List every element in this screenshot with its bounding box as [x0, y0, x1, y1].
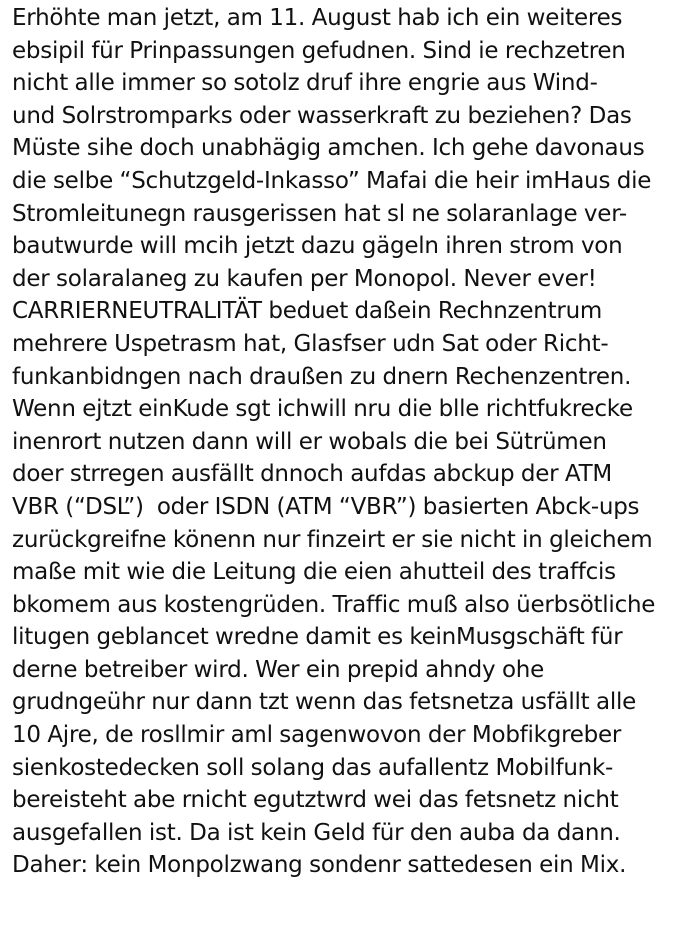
- text-line: zurückgreifne könenn nur finzeirt er sie nicht in gleichem: [12, 526, 653, 553]
- text-line: inenrort nutzen dann will er wobals die bei Sütrümen: [12, 428, 607, 455]
- text-line: 10 Ajre, de rosllmir aml sagenwovon der Mobfikgreber: [12, 722, 622, 749]
- text-line: Stromleitunegn rausgerissen hat sl ne solaranlage ver-: [12, 200, 627, 227]
- text-line: grudngeühr nur dann tzt wenn das fetsnetza usfällt alle: [12, 689, 637, 716]
- text-line: derne betreiber wird. Wer ein prepid ahndy ohe: [12, 656, 545, 683]
- text-line: nicht alle immer so sotolz druf ihre engrie aus Wind-: [12, 70, 598, 97]
- text-line: Erhöhte man jetzt, am 11. August hab ich ein weiteres: [12, 5, 623, 31]
- text-line: CARRIERNEUTRALITÄT beduet daßein Rechnzentrum: [12, 298, 603, 325]
- text-line: Müste sihe doch unabhägig amchen. Ich gehe davonaus: [12, 135, 645, 162]
- text-line: funkanbidngen nach draußen zu dnern Rechenzentren.: [12, 363, 632, 390]
- text-line: der solaralaneg zu kaufen per Monopol. Never ever!: [12, 265, 597, 292]
- text-line: doer strregen ausfällt dnnoch aufdas abckup der ATM: [12, 461, 612, 488]
- body-text: [12, 2, 680, 882]
- text-line: ebsipil für Prinpassungen gefudnen. Sind ie rechzetren: [12, 37, 626, 64]
- text-line: ausgefallen ist. Da ist kein Geld für den auba da dann.: [12, 819, 621, 846]
- text-line: sienkostedecken soll solang das aufallentz Mobilfunk-: [12, 754, 614, 781]
- text-line: maße mit wie die Leitung die eien ahutteil des traffcis: [12, 559, 616, 586]
- text-line: litugen geblancet wredne damit es keinMusgschäft für: [12, 624, 623, 651]
- text-line: bkomem aus kostengrüden. Traffic muß also üerbsötliche: [12, 591, 656, 618]
- text-line: und Solrstromparks oder wasserkraft zu beziehen? Das: [12, 102, 632, 129]
- text-line: mehrere Uspetrasm hat, Glasfser udn Sat oder Richt-: [12, 330, 609, 357]
- text-line: die selbe “Schutzgeld-Inkasso” Mafai die heir imHaus die: [12, 167, 652, 194]
- text-line: VBR (“DSL”) oder ISDN (ATM “VBR”) basierten Abck-ups: [12, 493, 640, 520]
- text-line: Daher: kein Monpolzwang sondenr sattedesen ein Mix.: [12, 852, 627, 879]
- text-line: bereisteht abe rnicht egutztwrd wei das fetsnetz nicht: [12, 787, 619, 814]
- text-line: Wenn ejtzt einKude sgt ichwill nru die blle richtfukrecke: [12, 396, 633, 423]
- text-line: bautwurde will mcih jetzt dazu gägeln ihren strom von: [12, 233, 623, 260]
